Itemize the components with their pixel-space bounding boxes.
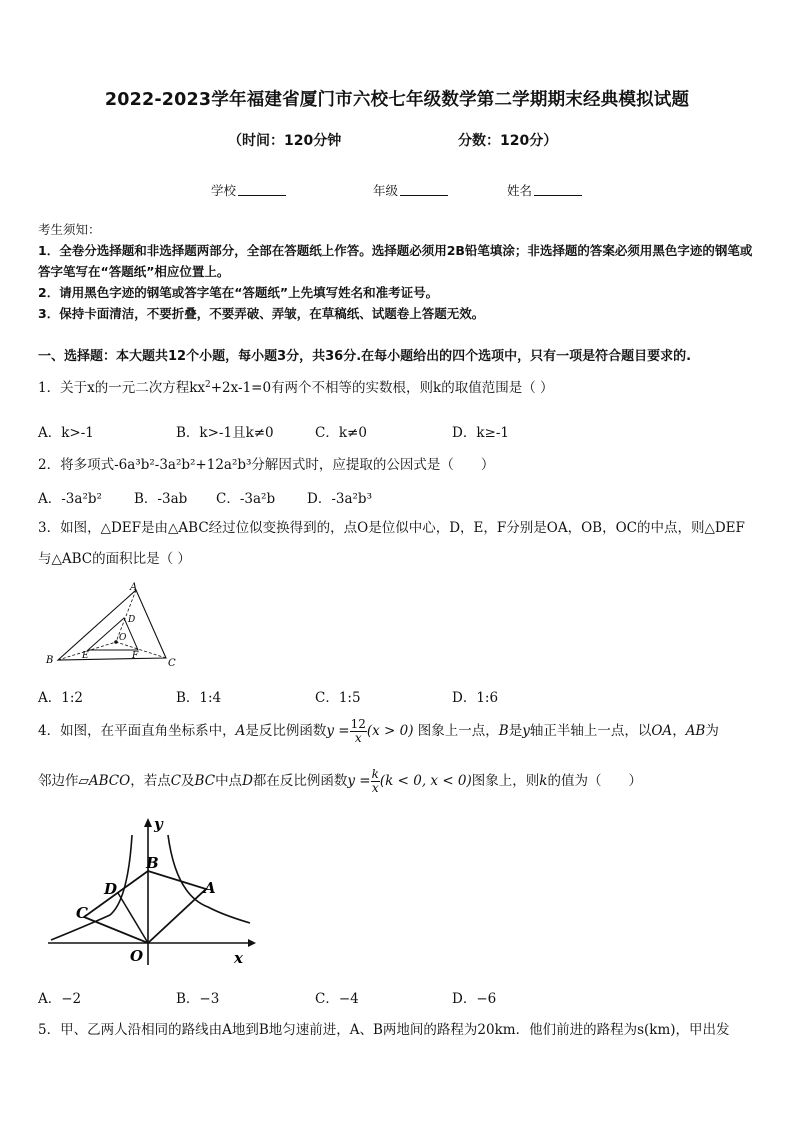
q1-option-b[interactable]: B．k>-1且k≠0 (176, 425, 274, 441)
label-d: D (104, 880, 118, 898)
question-5: 5．甲、乙两人沿相同的路线由A地到B地匀速前进，A、B两地间的路程为20km．他们前进的路程为s(km)，甲出发 (38, 1022, 730, 1038)
label-d: D (128, 615, 136, 625)
question-4-line-1: 4．如图，在平面直角坐标系中，A是反比例函数y = $\frac{12}{x}$ (x > 0) 图象上一点，B是y轴正半轴上一点，以OA，AB为 (38, 717, 719, 745)
q2-option-a[interactable]: A．-3a²b² (38, 491, 102, 507)
label-o: O (130, 947, 144, 965)
notice-item-2: 2．请用黑色字迹的钢笔或答字笔在“答题纸”上先填写姓名和准考证号。 (38, 285, 439, 300)
page-title: 2022-2023学年福建省厦门市六校七年级数学第二学期期末经典模拟试题 (104, 90, 690, 110)
question-2: 2．将多项式-6a³b²-3a²b²+12a²b³分解因式时，应提取的公因式是（ ） (38, 457, 495, 473)
notice-block (38, 219, 758, 324)
q1-option-d[interactable]: D．k≥-1 (452, 425, 509, 441)
q4-coordinate-figure (48, 815, 258, 970)
q1-option-c[interactable]: C．k≠0 (315, 425, 367, 441)
label-b: B (46, 655, 54, 666)
label-f: F (132, 651, 139, 661)
q2-option-b[interactable]: B．-3ab (134, 491, 188, 507)
q2-option-d[interactable]: D．-3a²b³ (307, 491, 372, 507)
q4-option-a[interactable]: A．−2 (38, 991, 82, 1007)
notice-item-1: 1．全卷分选择题和非选择题两部分，全部在答题纸上作答。选择题必须用2B铅笔填涂；非选择题的答案必须用黑色字迹的钢笔或答字笔写在“答题纸”相应位置上。 (38, 243, 753, 279)
notice-item-3: 3．保持卡面清洁，不要折叠，不要弄破、弄皱，在草稿纸、试题卷上答题无效。 (38, 306, 485, 321)
exam-score: 分数：120分） (458, 133, 558, 149)
label-c: C (76, 904, 88, 922)
label-o: O (119, 633, 127, 643)
parallelogram-abco (84, 871, 206, 943)
label-b: B (146, 854, 159, 872)
exam-time: （时间：120分钟 (228, 133, 342, 149)
label-y: y (154, 815, 163, 833)
q3-option-a[interactable]: A．1:2 (38, 690, 83, 706)
q3-option-b[interactable]: B．1:4 (176, 690, 222, 706)
q4-option-c[interactable]: C．−4 (315, 991, 359, 1007)
school-field: 学校 (211, 181, 286, 199)
question-3-line-1: 3．如图，△DEF是由△ABC经过位似变换得到的，点O是位似中心，D，E，F分别是OA，OB，OC的中点，则△DEF (38, 520, 745, 536)
section-heading: 一、选择题：本大题共12个小题，每小题3分，共36分.在每小题给出的四个选项中，只有一项是符合题目要求的. (38, 349, 692, 364)
question-1: 1．关于x的一元二次方程$kx^2+2x-1=0$有两个不相等的实数根，则k的取值范围是（ ） (38, 380, 554, 396)
q4-option-b[interactable]: B．−3 (176, 991, 220, 1007)
label-a: A (130, 582, 138, 593)
notice-heading: 考生须知： (38, 222, 101, 237)
name-field: 姓名 (507, 181, 582, 199)
q1-option-a[interactable]: A．k>-1 (38, 425, 94, 441)
question-3-line-2: 与△ABC的面积比是（ ） (38, 551, 191, 567)
q3-option-d[interactable]: D．1:6 (452, 690, 499, 706)
grade-field: 年级 (373, 181, 448, 199)
label-e: E (82, 651, 89, 661)
question-4-line-2: 邻边作▱ABCO，若点C及BC中点D都在反比例函数y = $\frac{k}{x}$ (k < 0, x < 0)图象上，则k的值为（ ） (38, 767, 642, 795)
label-x: x (234, 949, 243, 967)
q3-option-c[interactable]: C．1:5 (315, 690, 361, 706)
q2-option-c[interactable]: C．-3a²b (216, 491, 276, 507)
label-a: A (204, 879, 216, 897)
q3-triangle-figure (38, 580, 188, 670)
label-c: C (168, 658, 176, 669)
q4-option-d[interactable]: D．−6 (452, 991, 497, 1007)
curve-left (51, 835, 132, 940)
